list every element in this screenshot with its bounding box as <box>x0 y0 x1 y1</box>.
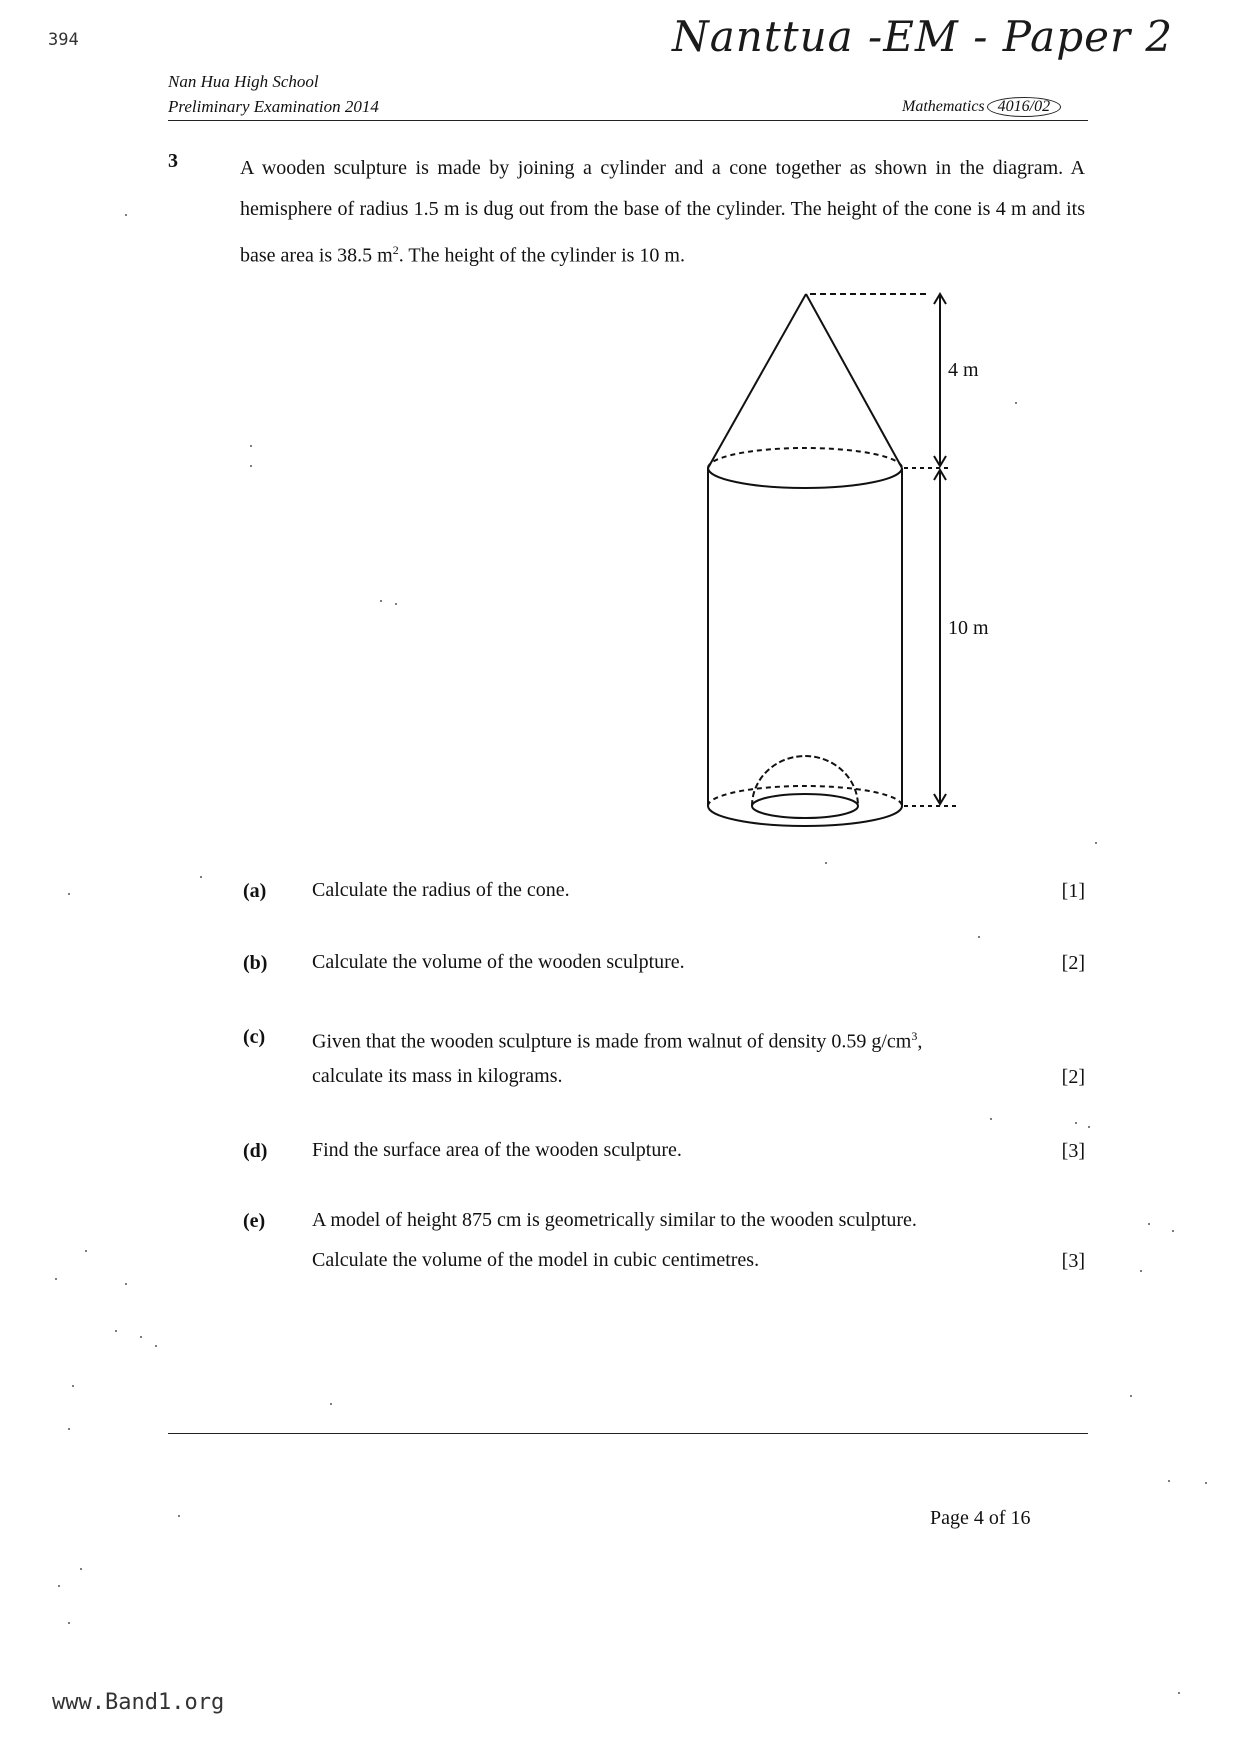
part-d-label: (d) <box>243 1140 268 1162</box>
part-a-marks: [1] <box>1061 880 1085 902</box>
part-e-text-line2: Calculate the volume of the model in cubic centimetres. <box>312 1249 760 1271</box>
scan-speck <box>55 1278 57 1280</box>
cylinder-top-front <box>708 468 902 488</box>
cone-height-label: 4 m <box>948 359 979 381</box>
part-c-label: (c) <box>243 1026 266 1048</box>
part-b-text: Calculate the volume of the wooden sculpture. <box>312 951 685 973</box>
scan-speck <box>200 876 202 878</box>
scan-speck <box>58 1585 60 1587</box>
scan-speck <box>1148 1223 1150 1225</box>
cylinder-bottom-front <box>708 806 902 826</box>
header-rule <box>168 120 1088 121</box>
part-b-marks: [2] <box>1061 952 1085 974</box>
scan-speck <box>990 1118 992 1120</box>
scan-speck <box>85 1250 87 1252</box>
watermark-text: www.Band1.org <box>52 1690 225 1715</box>
cone-right-edge <box>806 294 902 468</box>
part-e-marks: [3] <box>1061 1250 1085 1272</box>
part-c-text-line2: calculate its mass in kilograms. <box>312 1065 563 1087</box>
scan-speck <box>125 214 127 216</box>
scan-speck <box>155 1345 157 1347</box>
sculpture-diagram <box>690 280 1010 840</box>
subject-header <box>902 97 1061 117</box>
scan-speck <box>115 1330 117 1332</box>
part-c-superscript: 3 <box>911 1029 918 1043</box>
part-e-text: A model of height 875 cm is geometrically similar to the wooden sculpture. <box>312 1209 917 1231</box>
stem-text-2: . The height of the cylinder is 10 m. <box>398 244 685 267</box>
scan-speck <box>330 1403 332 1405</box>
cylinder-bottom-back <box>708 786 902 806</box>
scan-speck <box>80 1568 82 1570</box>
cylinder-top-back <box>708 448 902 468</box>
scan-speck <box>1075 1122 1077 1124</box>
scan-speck <box>125 1283 127 1285</box>
hemisphere-dome <box>752 756 858 806</box>
handwritten-note: Nanttua -EM - Paper 2 <box>672 12 1174 61</box>
cylinder-height-label: 10 m <box>948 617 989 639</box>
scan-speck <box>1130 1395 1132 1397</box>
part-a-text: Calculate the radius of the cone. <box>312 879 570 901</box>
scan-speck <box>380 600 382 602</box>
scan-speck <box>178 1515 180 1517</box>
school-name: Nan Hua High School <box>168 72 319 91</box>
scan-speck <box>1095 842 1097 844</box>
scan-speck <box>68 1428 70 1430</box>
scan-speck <box>1140 1270 1142 1272</box>
scan-speck <box>395 603 397 605</box>
scan-speck <box>140 1336 142 1338</box>
scan-speck <box>1172 1230 1174 1232</box>
part-e-label: (e) <box>243 1210 266 1232</box>
scan-speck <box>1015 402 1017 404</box>
question-stem <box>240 148 1085 277</box>
scan-speck <box>72 1385 74 1387</box>
subject-name: Mathematics <box>902 98 985 115</box>
corner-page-number: 394 <box>48 30 79 50</box>
part-c-marks: [2] <box>1061 1066 1085 1088</box>
scan-speck <box>978 936 980 938</box>
stem-text-1: A wooden sculpture is made by joining a cylinder and a cone together as shown in the diagram. A hemisphere of radius 1.5 m is dug out from the base of the cylinder. The height of the cone is 4 m and its base area is 38.5 m <box>240 157 1085 267</box>
scan-speck <box>1088 1126 1090 1128</box>
stem-superscript: 2 <box>392 243 399 257</box>
scan-speck <box>1178 1692 1180 1694</box>
paper-code: 4016/02 <box>987 97 1061 117</box>
scan-speck <box>68 893 70 895</box>
scan-speck <box>1205 1482 1207 1484</box>
part-c-text-1: Given that the wooden sculpture is made from walnut of density 0.59 g/cm <box>312 1030 912 1053</box>
footer-rule <box>168 1433 1088 1434</box>
exam-title: Preliminary Examination 2014 <box>168 97 379 116</box>
scan-speck <box>68 1622 70 1624</box>
part-c-text <box>312 1017 1087 1062</box>
part-c-text-2: , <box>917 1030 923 1053</box>
scan-speck <box>1168 1480 1170 1482</box>
question-number: 3 <box>168 150 178 172</box>
part-d-marks: [3] <box>1061 1140 1085 1162</box>
scan-speck <box>250 465 252 467</box>
part-d-text: Find the surface area of the wooden sculpture. <box>312 1139 682 1161</box>
footer-page-number: Page 4 of 16 <box>930 1507 1031 1529</box>
cone-left-edge <box>708 294 806 468</box>
part-b-label: (b) <box>243 952 268 974</box>
hemisphere-base <box>752 794 858 818</box>
part-a-label: (a) <box>243 880 267 902</box>
scan-speck <box>250 445 252 447</box>
scan-speck <box>825 862 827 864</box>
